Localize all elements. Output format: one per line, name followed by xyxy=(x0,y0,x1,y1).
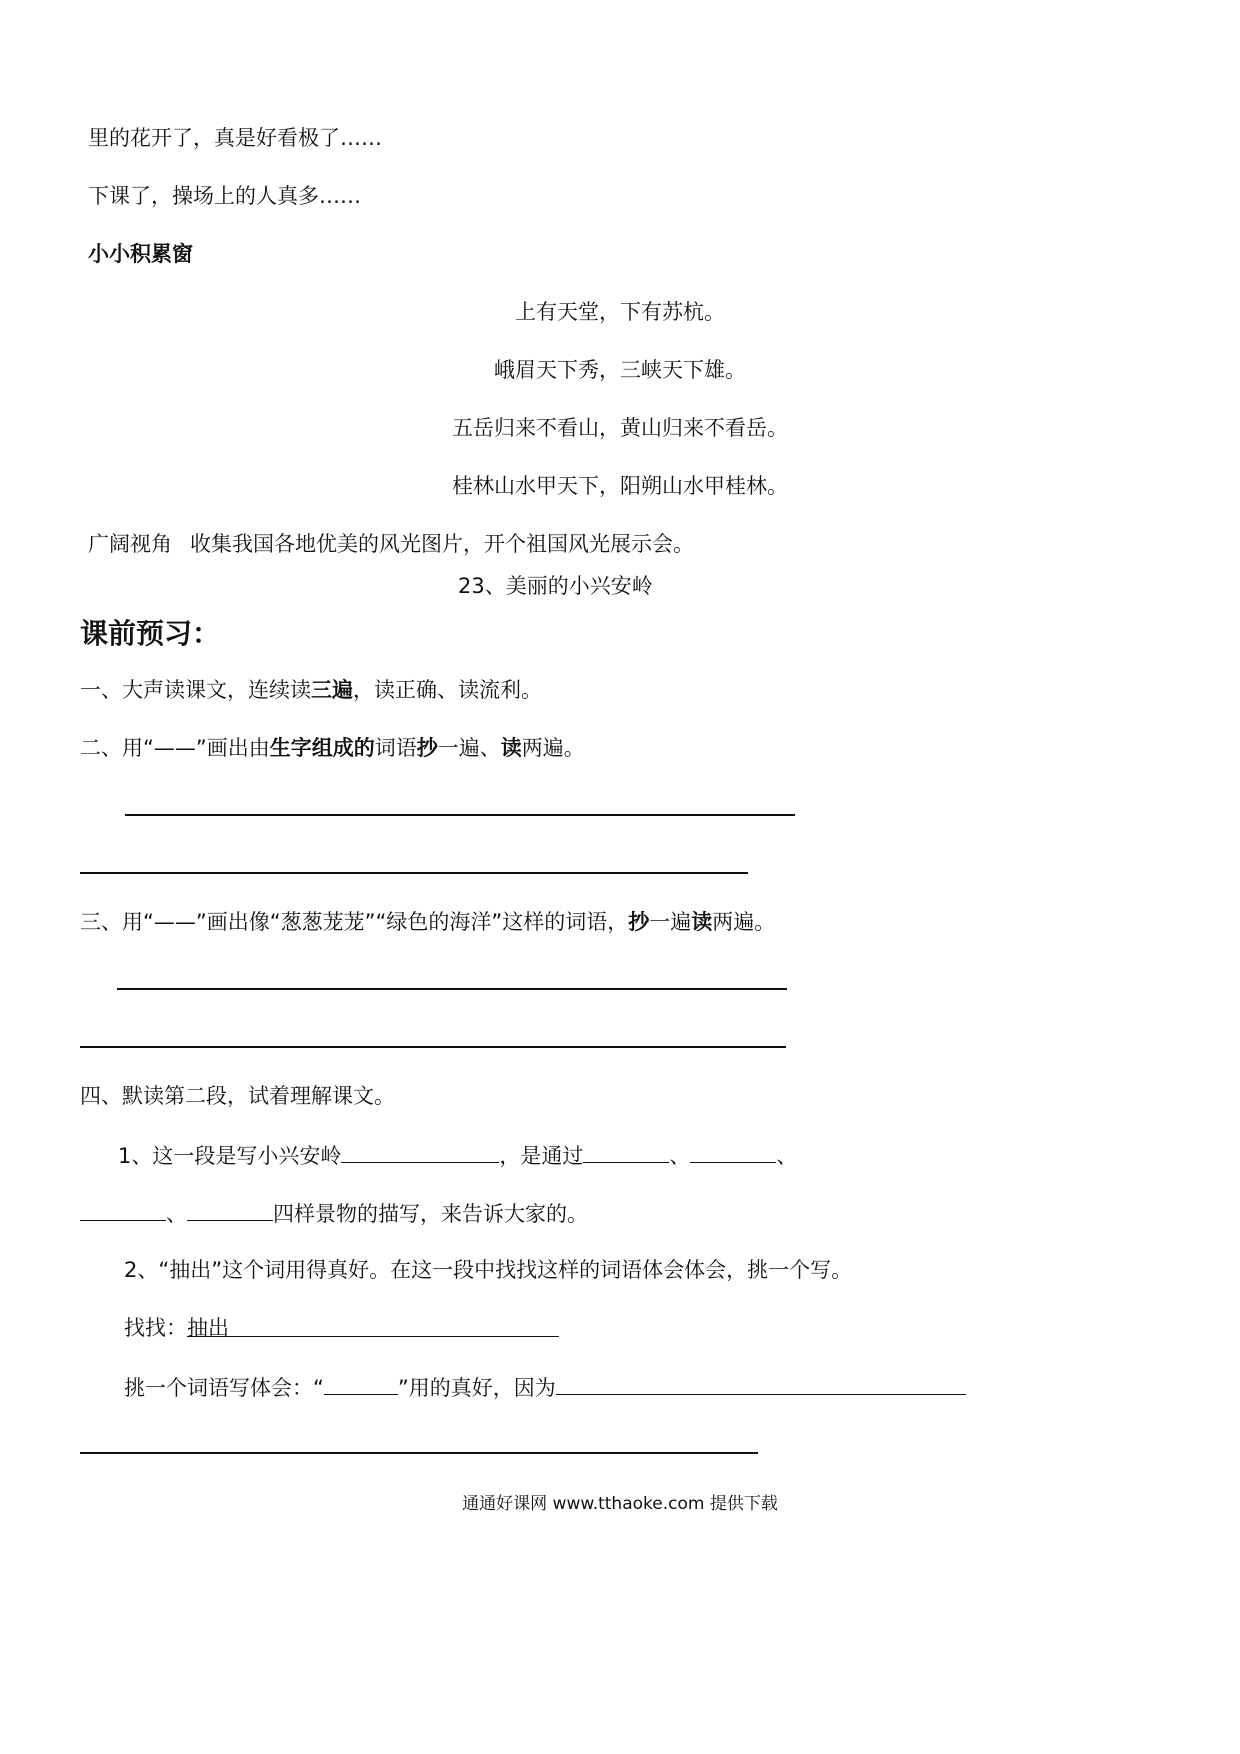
blank-field[interactable] xyxy=(583,1140,669,1163)
blank-field[interactable] xyxy=(556,1372,966,1395)
q2-bold-2: 抄 xyxy=(416,736,438,760)
footer-text: 通通好课网 www.tthaoke.com 提供下载 xyxy=(462,1494,778,1514)
intro-line-2: 下课了，操场上的人真多…… xyxy=(88,184,361,208)
q2-bold-3: 读 xyxy=(500,736,522,760)
q4-s1-sep-3: 、 xyxy=(166,1202,187,1226)
q3-bold-1: 抄 xyxy=(628,910,650,934)
proverb-1: 上有天堂，下有苏杭。 xyxy=(515,300,725,324)
q1-post: ，读正确、读流利。 xyxy=(353,678,542,702)
find-row xyxy=(124,1314,559,1342)
answer-line[interactable] xyxy=(80,1452,758,1454)
q3-pre: 三、用“——”画出像“葱葱茏茏”“绿色的海洋”这样的词语， xyxy=(80,910,629,934)
find-label: 找找： xyxy=(124,1316,187,1340)
blank-field[interactable] xyxy=(324,1372,398,1395)
q2-post: 两遍。 xyxy=(521,736,585,760)
q4-s1-sep-2: 、 xyxy=(776,1144,798,1168)
question-4-item-1-cont xyxy=(80,1198,588,1228)
q3-bold-2: 读 xyxy=(691,910,713,934)
question-4-title: 四、默读第二段，试着理解课文。 xyxy=(80,1084,395,1108)
intro-line-1: 里的花开了，真是好看极了…… xyxy=(88,126,382,150)
q3-post: 两遍。 xyxy=(712,910,776,934)
find-example: 抽出 xyxy=(187,1316,229,1340)
question-2 xyxy=(80,734,585,762)
q1-pre: 一、大声读课文，连续读 xyxy=(80,678,311,702)
q4-s1-sep-1: 、 xyxy=(669,1144,691,1168)
q2-pre: 二、用“——”画出由 xyxy=(80,736,270,760)
pick-label-b: ”用的真好，因为 xyxy=(397,1376,556,1400)
pick-row xyxy=(124,1372,966,1402)
proverb-4: 桂林山水甲天下，阳朔山水甲桂林。 xyxy=(452,474,788,498)
q2-mid-2: 一遍、 xyxy=(437,736,501,760)
answer-line[interactable] xyxy=(80,872,748,874)
q4-s1-c: 四样景物的描写，来告诉大家的。 xyxy=(273,1202,588,1226)
question-1 xyxy=(80,676,542,704)
blank-field[interactable] xyxy=(341,1140,499,1163)
question-4-item-1 xyxy=(118,1140,797,1170)
blank-field[interactable] xyxy=(80,1198,166,1221)
pick-label-a: 挑一个词语写体会：“ xyxy=(124,1376,324,1400)
accumulate-title: 小小积累窗 xyxy=(88,242,193,266)
proverb-2: 峨眉天下秀，三峡天下雄。 xyxy=(494,358,746,382)
q4-s1-a: 1、这一段是写小兴安岭 xyxy=(118,1144,342,1168)
q3-mid: 一遍 xyxy=(649,910,692,934)
q1-bold: 三遍 xyxy=(311,678,353,702)
proverb-3: 五岳归来不看山，黄山归来不看岳。 xyxy=(452,416,788,440)
view-label: 广阔视角 xyxy=(88,532,172,556)
preview-heading: 课前预习： xyxy=(80,617,221,650)
blank-field[interactable] xyxy=(690,1140,776,1163)
answer-line[interactable] xyxy=(125,814,795,816)
view-text: 收集我国各地优美的风光图片，开个祖国风光展示会。 xyxy=(190,532,694,556)
question-4-item-2: 2、“抽出”这个词用得真好。在这一段中找找这样的词语体会体会，挑一个写。 xyxy=(124,1258,853,1282)
answer-line[interactable] xyxy=(117,988,787,990)
blank-field[interactable] xyxy=(187,1198,273,1221)
question-3 xyxy=(80,908,775,936)
answer-line[interactable] xyxy=(80,1046,786,1048)
q2-bold-1: 生字组成的 xyxy=(269,736,375,760)
q4-s1-b: ，是通过 xyxy=(499,1144,584,1168)
q2-mid: 词语 xyxy=(374,736,417,760)
find-blank[interactable] xyxy=(187,1314,559,1340)
lesson-title: 23、美丽的小兴安岭 xyxy=(458,574,653,598)
